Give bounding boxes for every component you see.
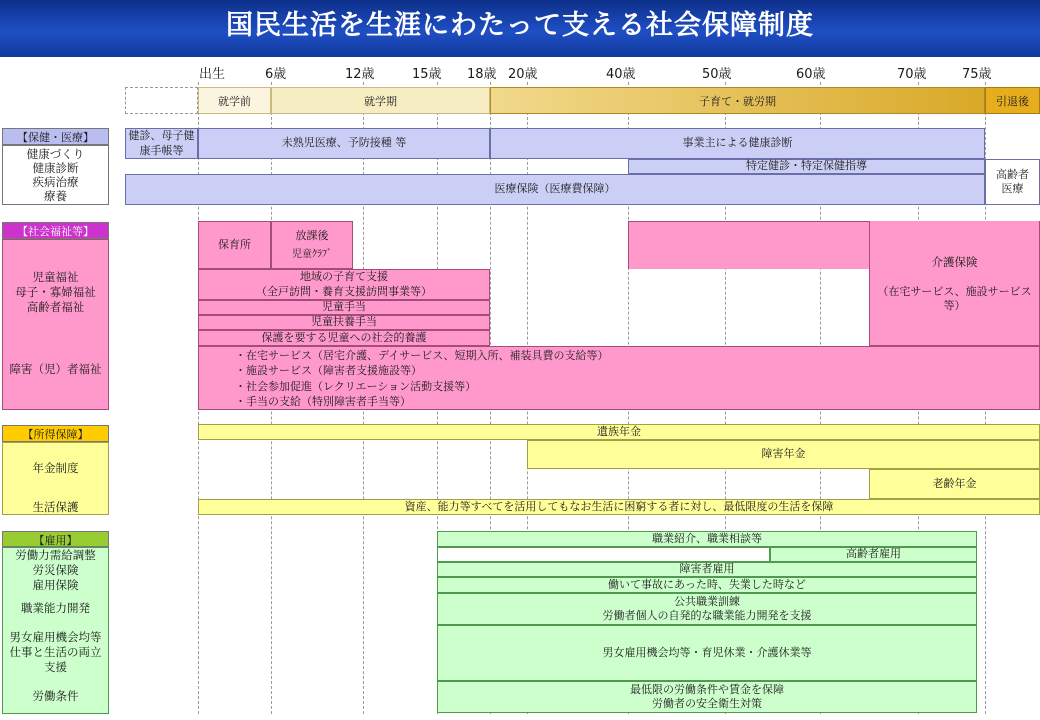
box-child-allowance: 児童手当: [198, 300, 490, 315]
employment-label: 支援: [44, 660, 67, 674]
box-employment-blank: [437, 547, 770, 562]
age-label: 75歳: [962, 67, 992, 82]
box-disabled-employment: 障害者雇用: [437, 562, 977, 577]
stage-school: 就学期: [271, 87, 490, 114]
box-public-assistance: 資産、能力等すべてを活用してもなお生活に困窮する者に対し、最低限度の生活を保障: [198, 499, 1040, 515]
box-child-support-allowance: 児童扶養手当: [198, 315, 490, 330]
stage-preschool: 就学前: [198, 87, 271, 114]
disability-item: ・手当の支給（特別障害者手当等）: [235, 395, 411, 409]
box-disability-services: [198, 346, 1040, 410]
health-label: 健康診断: [32, 161, 79, 175]
section-header-health: 【保健・医療】: [2, 128, 109, 145]
age-label: 20歳: [508, 67, 538, 82]
section-label-box-welfare: [2, 239, 109, 410]
box-specific-checkup: 特定健診・特定保健指導: [628, 159, 985, 174]
box-social-care: 保護を要する児童への社会的養護: [198, 330, 490, 346]
age-label: 15歳: [412, 67, 442, 82]
box-working-conditions: 最低限の労働条件や賃金を保障 労働者の安全衛生対策: [437, 681, 977, 713]
box-survivors-pension: 遺族年金: [198, 424, 1040, 440]
disability-item: ・施設サービス（障害者支援施設等）: [235, 364, 422, 378]
box-job-placement: 職業紹介、職業相談等: [437, 531, 977, 547]
box-nursery: 保育所: [198, 221, 271, 269]
age-label: 出生: [199, 67, 226, 82]
box-employer-checkup: 事業主による健康診断: [490, 128, 985, 159]
age-label: 18歳: [467, 67, 497, 82]
box-elderly-medical: 高齢者 医療: [985, 159, 1040, 205]
care-insurance-sub: （在宅サービス、施設サービス 等）: [877, 285, 1032, 313]
section-header-employment: 【雇用】: [2, 531, 109, 547]
income-label-welfare: 生活保護: [32, 500, 79, 514]
age-label: 6歳: [265, 67, 287, 82]
employment-label: 労働力需給調整: [15, 548, 96, 562]
employment-label: 仕事と生活の両立: [9, 645, 102, 659]
employment-label-training: 職業能力開発: [21, 601, 90, 615]
age-label: 12歳: [345, 67, 375, 82]
health-label: 疾病治療: [32, 175, 79, 189]
welfare-label: 児童福祉: [32, 270, 79, 284]
health-label: 健康づくり: [26, 147, 85, 161]
box-vocational-training: 公共職業訓練 労働者個人の自発的な職業能力開発を支援: [437, 593, 977, 625]
box-disability-pension: 障害年金: [527, 440, 1040, 469]
box-medical-insurance: 医療保険（医療費保障）: [125, 174, 985, 205]
disability-item: ・社会参加促進（レクリエーション活動支援等）: [235, 379, 477, 393]
employment-label-conditions: 労働条件: [32, 689, 79, 703]
box-accident-unemployment: 働いて事故にあった時、失業した時など: [437, 577, 977, 593]
age-label: 50歳: [702, 67, 732, 82]
welfare-label: 高齢者福祉: [26, 300, 85, 314]
box-care-insurance: [869, 221, 1040, 346]
age-label: 40歳: [606, 67, 636, 82]
box-checkup-maternal: 健診、母子健 康手帳等: [125, 128, 198, 159]
age-label: 60歳: [796, 67, 826, 82]
disability-item: ・在宅サービス（居宅介護、デイサービス、短期入所、補装具費の支給等）: [235, 349, 609, 362]
box-after-school: 放課後 児童ｸﾗﾌﾞ: [271, 221, 353, 269]
box-old-age-pension: 老齢年金: [869, 469, 1040, 499]
section-header-welfare: 【社会福祉等】: [2, 222, 109, 239]
employment-label: 雇用保険: [32, 578, 79, 592]
income-label-pension: 年金制度: [32, 461, 79, 475]
health-label: 療養: [44, 189, 67, 203]
care-insurance-title: 介護保険: [931, 255, 978, 269]
box-equal-opportunity: 男女雇用機会均等・育児休業・介護休業等: [437, 625, 977, 681]
stage-band: [125, 87, 198, 114]
page-title: 国民生活を生涯にわたって支える社会保障制度: [226, 10, 814, 41]
welfare-label-disability: 障害（児）者福祉: [9, 362, 102, 376]
employment-label: 男女雇用機会均等: [9, 630, 102, 644]
stage-working: 子育て・就労期: [490, 87, 985, 114]
age-label: 70歳: [897, 67, 927, 82]
section-header-income: 【所得保障】: [2, 425, 109, 442]
employment-label: 労災保険: [32, 563, 79, 577]
stage-retired: 引退後: [985, 87, 1040, 114]
box-premature-vaccination: 未熟児医療、予防接種 等: [198, 128, 490, 159]
box-community-childcare: 地域の子育て支援 （全戸訪問・養育支援訪問事業等）: [198, 269, 490, 300]
welfare-label: 母子・寡婦福祉: [15, 285, 96, 299]
box-elderly-employment: 高齢者雇用: [770, 547, 977, 562]
